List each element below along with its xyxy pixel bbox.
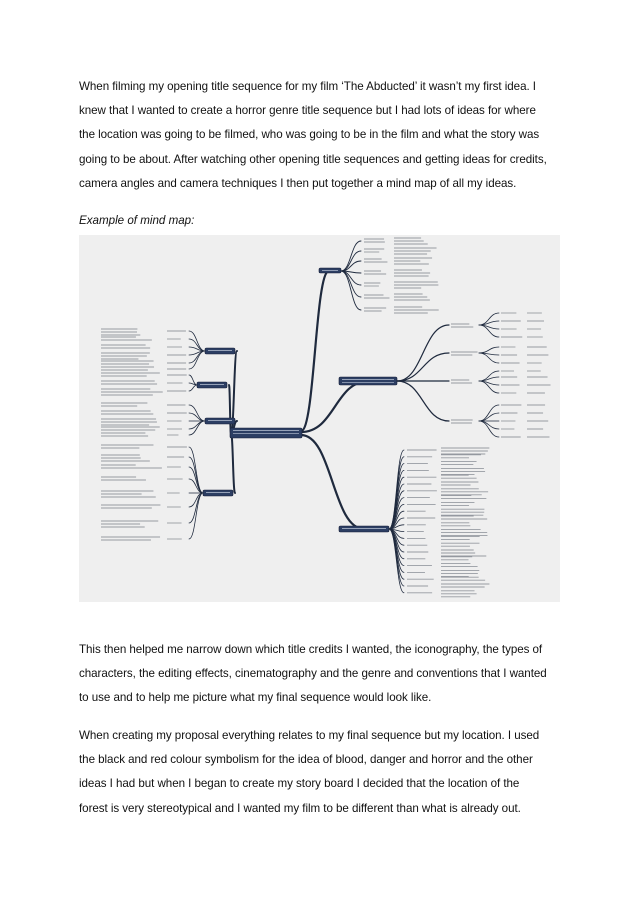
branch-node	[339, 377, 397, 385]
leaf-line	[189, 375, 197, 385]
text-line: forest is very stereotypical and I wanted my film to be different than what is already out.	[79, 801, 521, 815]
text-line: When filming my opening title sequence for my film ‘The Abducted’ it wasn’t my first idea. I	[79, 80, 536, 93]
branch-node	[197, 382, 227, 388]
branch-node	[205, 348, 235, 354]
text-line: camera angles and camera techniques I then put together a mind map of all my ideas.	[79, 176, 517, 190]
leaf-line	[189, 413, 205, 421]
leaf-line	[189, 385, 197, 391]
branch-line	[301, 271, 329, 431]
central-node	[230, 428, 302, 438]
text-line: knew that I wanted to create a horror genre title sequence but I had lots of ideas for where	[79, 104, 536, 118]
text-line: characters, the editing effects, cinematography and the genre and conventions that I wanted	[79, 667, 547, 681]
intro-paragraph	[79, 75, 569, 196]
leaf-line	[479, 413, 499, 421]
sub-branch-line	[397, 325, 449, 381]
leaf-line	[189, 331, 205, 351]
proposal-paragraph	[79, 724, 569, 821]
sub-branch-line	[397, 353, 449, 381]
leaf-line	[189, 421, 205, 435]
text-line: the black and red colour symbolism for the idea of blood, danger and horror and the other	[79, 753, 533, 767]
narrow-down-paragraph	[79, 638, 569, 711]
leaf-line	[479, 347, 499, 353]
sub-branch-line	[397, 381, 449, 421]
leaf-line	[189, 383, 197, 385]
leaf-line	[479, 371, 499, 381]
mind-map-image	[79, 235, 560, 602]
mind-map-illustration	[79, 235, 560, 602]
text-line: ideas I had but when I began to create my story board I decided that the location of the	[79, 777, 520, 791]
text-line: to use and to help me picture what my final sequence would look like.	[79, 691, 432, 705]
leaf-line	[479, 421, 499, 429]
leaf-line	[341, 271, 361, 310]
branch-line	[231, 433, 235, 493]
branch-node	[205, 418, 235, 424]
leaf-line	[479, 353, 499, 363]
leaf-line	[189, 457, 203, 493]
text-line: This then helped me narrow down which title credits I wanted, the iconography, the types of	[79, 643, 543, 656]
branch-node	[203, 490, 233, 496]
mind-map-caption: Example of mind map:	[79, 214, 195, 227]
text-line: the location was going to be filmed, who was going to be in the film and what the story was	[79, 128, 540, 142]
text-line: going to be about. After watching other opening title sequences and getting ideas for credits,	[79, 152, 547, 166]
leaf-line	[341, 271, 361, 297]
branch-line	[229, 385, 231, 433]
text-line: When creating my proposal everything relates to my final sequence but my location. I used	[79, 729, 540, 742]
leaf-line	[189, 351, 205, 369]
branch-node	[339, 526, 389, 532]
branch-line	[301, 435, 364, 529]
